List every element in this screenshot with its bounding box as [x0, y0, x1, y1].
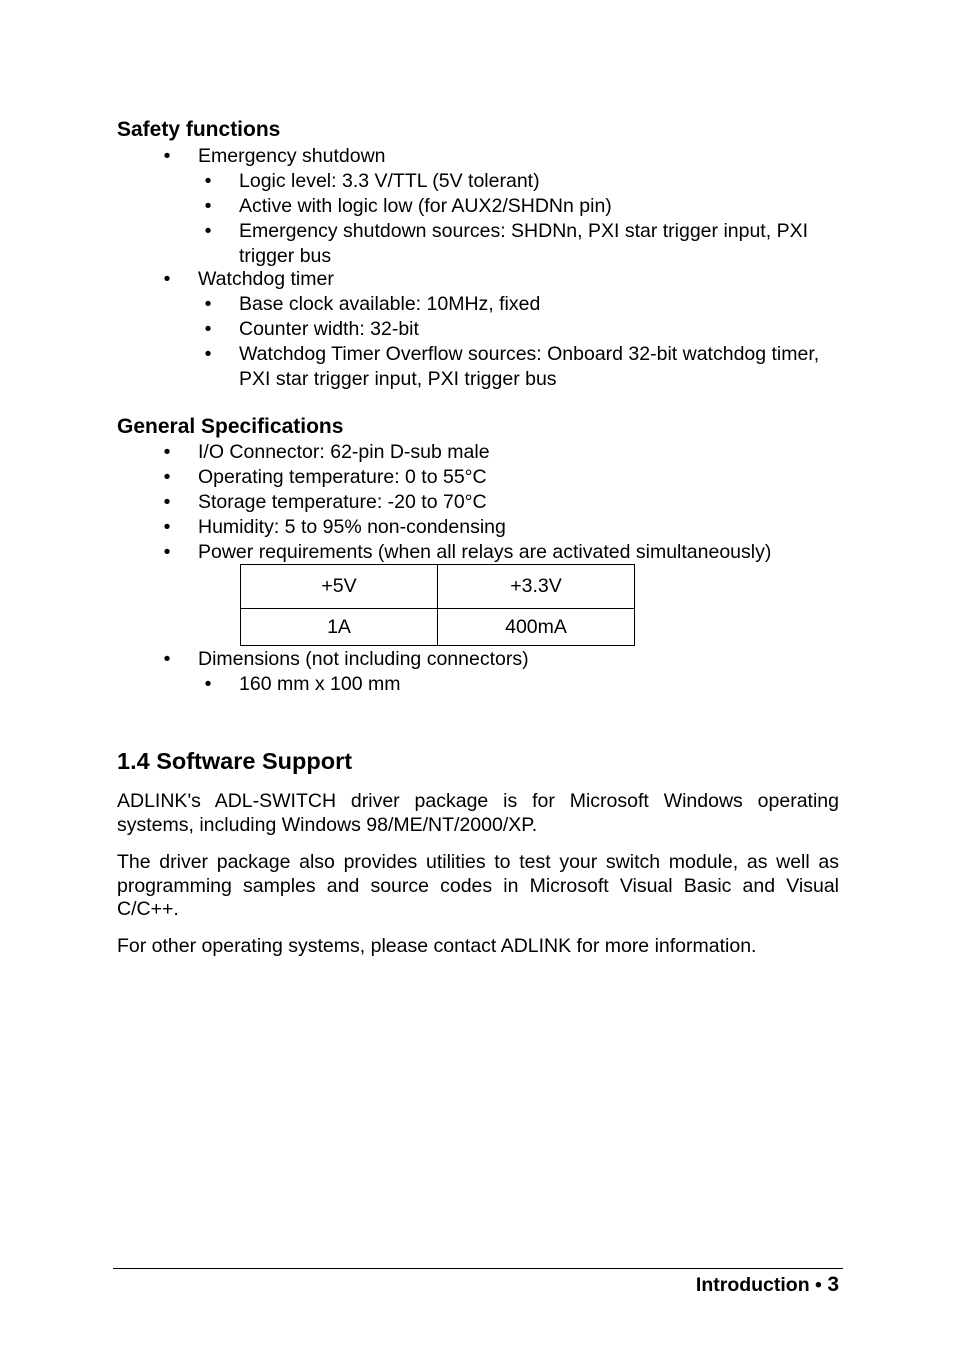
- footer-section: Introduction •: [695, 1274, 822, 1296]
- bullet: •: [204, 170, 212, 192]
- list-item-text: I/O Connector: 62-pin D-sub male: [198, 441, 490, 463]
- list-item-text: Watchdog Timer Overflow sources: Onboard 32-bit watchdog timer, PXI star trigger input, PXI trigger bus: [239, 343, 820, 390]
- table-header-cell: +3.3V: [438, 565, 635, 609]
- general-heading: General Specifications: [117, 415, 344, 438]
- bullet: •: [204, 343, 212, 365]
- list-item: [204, 292, 839, 317]
- bullet: •: [163, 648, 171, 670]
- bullet: •: [204, 293, 212, 315]
- safety-heading: Safety functions: [117, 118, 281, 141]
- list-item: [163, 465, 838, 490]
- list-item: [163, 267, 838, 292]
- paragraph: For other operating systems, please contact ADLINK for more information.: [117, 935, 757, 957]
- list-item-text: Storage temperature: -20 to 70°C: [198, 491, 487, 513]
- list-item-text: Power requirements (when all relays are activated simultaneously): [198, 541, 772, 563]
- bullet: •: [204, 673, 212, 695]
- list-item: [204, 672, 839, 697]
- bullet: •: [163, 516, 171, 538]
- paragraph: ADLINK's ADL-SWITCH driver package is for Microsoft Windows operating systems, including Windows 98/ME/NT/2000/XP.: [117, 790, 839, 836]
- bullet: •: [163, 491, 171, 513]
- list-item-text: Dimensions (not including connectors): [198, 648, 529, 670]
- list-item: [204, 342, 839, 391]
- list-item: [163, 540, 858, 565]
- page-number: 3: [827, 1273, 839, 1296]
- list-item-text: Emergency shutdown sources: SHDNn, PXI star trigger input, PXI trigger bus: [239, 220, 808, 267]
- list-item: [163, 490, 838, 515]
- list-item: [204, 219, 839, 268]
- list-item-text: Humidity: 5 to 95% non-condensing: [198, 516, 506, 538]
- table-row: [241, 609, 635, 646]
- power-table: [240, 564, 635, 646]
- list-item-text: Logic level: 3.3 V/TTL (5V tolerant): [239, 170, 540, 192]
- table-cell: 400mA: [438, 609, 635, 646]
- list-item: [163, 440, 838, 465]
- list-item: [163, 647, 838, 672]
- list-item: [204, 169, 839, 194]
- list-item-text: Emergency shutdown: [198, 145, 386, 167]
- list-item-text: Counter width: 32-bit: [239, 318, 419, 340]
- list-item: [163, 144, 838, 169]
- list-item-text: Active with logic low (for AUX2/SHDNn pin): [239, 195, 612, 217]
- bullet: •: [163, 145, 171, 167]
- table-header-cell: +5V: [241, 565, 438, 609]
- list-item: [204, 317, 839, 342]
- list-item: [204, 194, 839, 219]
- list-item-text: 160 mm x 100 mm: [239, 673, 401, 695]
- bullet: •: [204, 195, 212, 217]
- table-header-row: [241, 565, 635, 609]
- list-item-text: Watchdog timer: [198, 268, 334, 290]
- paragraph: The driver package also provides utilities to test your switch module, as well as programming samples and source codes in Microsoft Visual Basic and Visual C/C++.: [117, 851, 839, 920]
- table-cell: 1A: [241, 609, 438, 646]
- list-item-text: Operating temperature: 0 to 55°C: [198, 466, 487, 488]
- bullet: •: [204, 318, 212, 340]
- list-item-text: Base clock available: 10MHz, fixed: [239, 293, 541, 315]
- bullet: •: [163, 441, 171, 463]
- bullet: •: [204, 220, 212, 242]
- list-item: [163, 515, 838, 540]
- section-heading: 1.4 Software Support: [117, 748, 353, 774]
- bullet: •: [163, 268, 171, 290]
- bullet: •: [163, 466, 171, 488]
- bullet: •: [163, 541, 171, 563]
- page-footer: [696, 1273, 839, 1297]
- footer-divider: [113, 1268, 843, 1269]
